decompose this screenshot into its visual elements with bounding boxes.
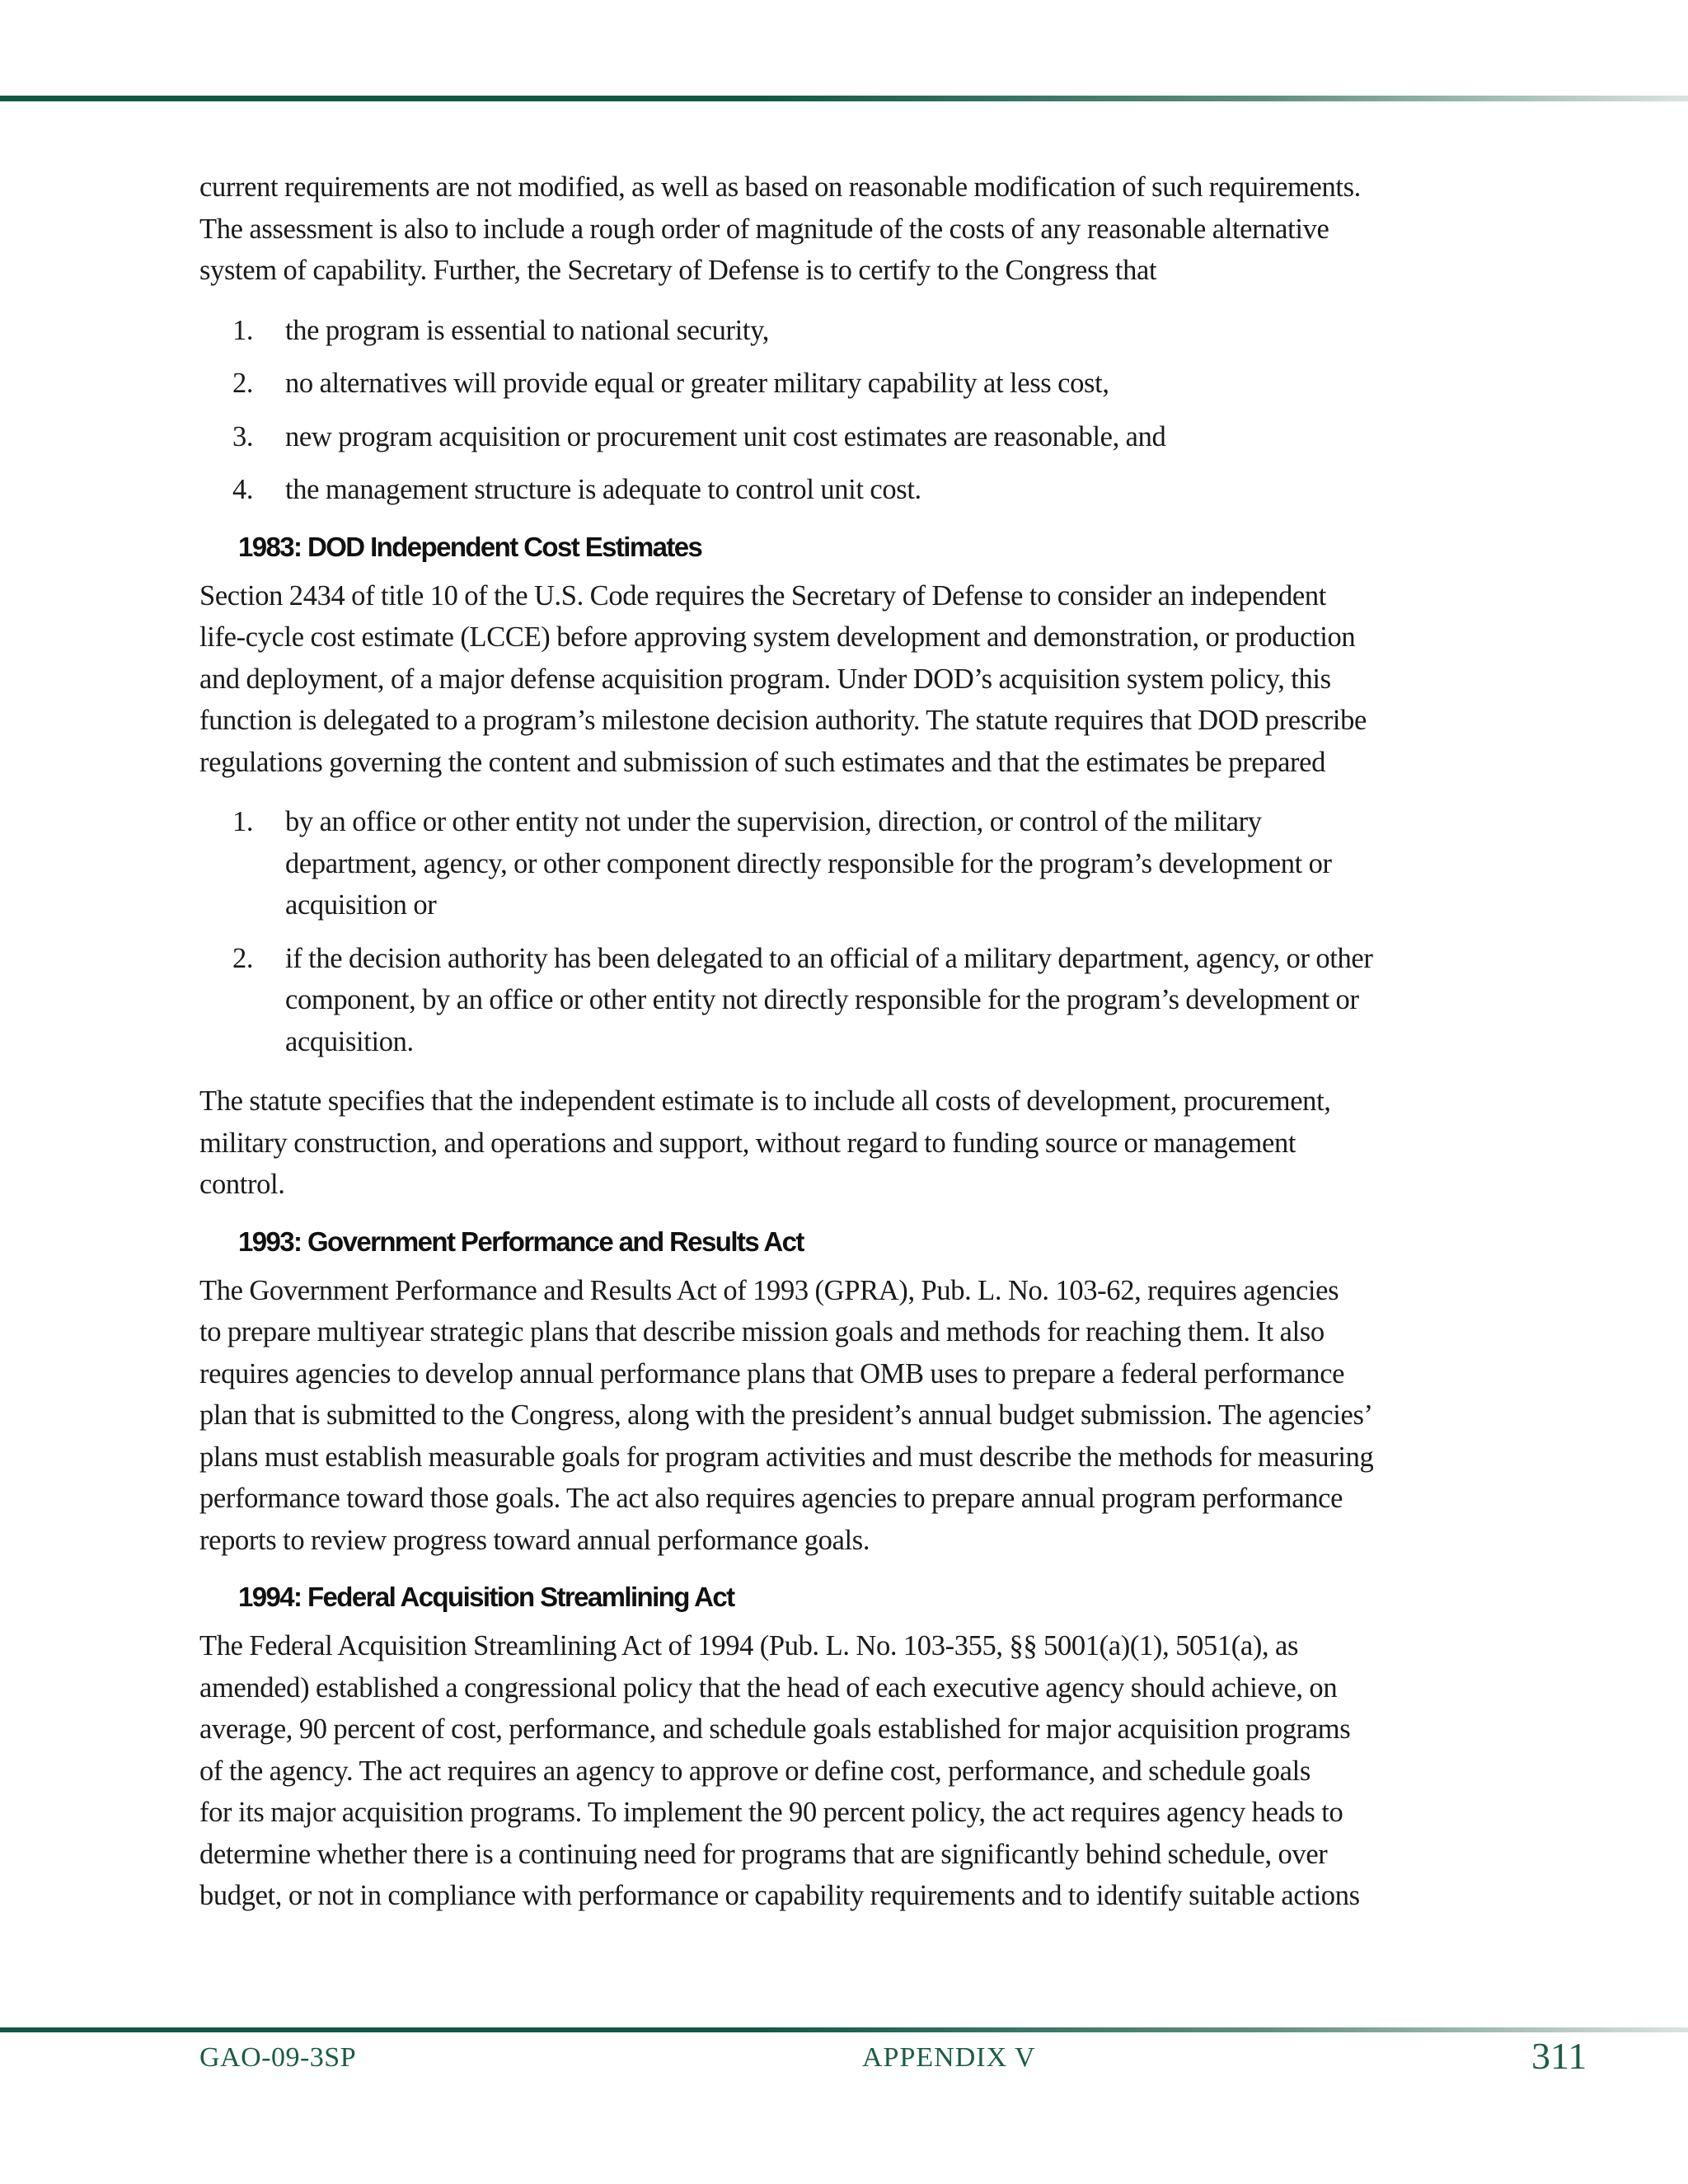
section-heading-1994: 1994: Federal Acquisition Streamlining Act <box>238 1582 734 1612</box>
text-line: The Government Performance and Results Act of 1993 (GPRA), Pub. L. No. 103-62, requires agencies <box>199 1274 1339 1306</box>
top-rule <box>0 96 1688 101</box>
list-item <box>199 363 1493 405</box>
text-line: no alternatives will provide equal or greater military capability at less cost, <box>285 368 1109 399</box>
text-line: Section 2434 of title 10 of the U.S. Code requires the Secretary of Defense to consider an independent <box>199 579 1327 612</box>
text-line: plans must establish measurable goals for program activities and must describe the methods for measuring <box>199 1441 1374 1473</box>
section-1994-paragraph <box>199 1625 1493 1917</box>
text-line: budget, or not in compliance with performance or capability requirements and to identify suitable actions <box>199 1880 1360 1911</box>
list-item <box>199 310 1493 352</box>
text-line: plan that is submitted to the Congress, along with the president’s annual budget submission. The agencies’ <box>199 1399 1373 1431</box>
text-line: The statute specifies that the independent estimate is to include all costs of development, procurement, <box>199 1085 1331 1117</box>
section-heading-1993: 1993: Government Performance and Results Act <box>238 1226 804 1257</box>
text-line: performance toward those goals. The act also requires agencies to prepare annual program performance <box>199 1483 1343 1514</box>
footer-report-number: GAO-09-3SP <box>199 2042 357 2073</box>
text-line: of the agency. The act requires an agency to approve or define cost, performance, and schedule goals <box>199 1755 1311 1787</box>
section-1983-list <box>199 801 1493 1062</box>
text-line: component, by an office or other entity not directly responsible for the program’s development or <box>285 984 1359 1015</box>
text-line: if the decision authority has been delegated to an official of a military department, agency, or other <box>285 942 1373 974</box>
list-number: 1. <box>232 314 254 346</box>
list-number: 4. <box>232 474 254 505</box>
section-1993-paragraph <box>199 1270 1493 1562</box>
page-body <box>199 166 1493 1935</box>
text-line: requires agencies to develop annual performance plans that OMB uses to prepare a federal performance <box>199 1357 1345 1390</box>
text-line: military construction, and operations and support, without regard to funding source or management <box>199 1127 1296 1159</box>
text-line: current requirements are not modified, as well as based on reasonable modification of such requirements. <box>199 171 1361 203</box>
text-line: acquisition or <box>285 889 437 921</box>
text-line: by an office or other entity not under the supervision, direction, or control of the military <box>285 806 1262 837</box>
text-line: function is delegated to a program’s milestone decision authority. The statute requires that DOD prescribe <box>199 705 1367 736</box>
text-line: and deployment, of a major defense acquisition program. Under DOD’s acquisition system policy, this <box>199 663 1331 695</box>
text-line: new program acquisition or procurement unit cost estimates are reasonable, and <box>285 420 1166 452</box>
section-heading-1983: 1983: DOD Independent Cost Estimates <box>238 531 702 562</box>
text-line: the program is essential to national security, <box>285 314 770 346</box>
list-item <box>199 938 1493 1063</box>
list-number: 3. <box>232 420 254 452</box>
footer-section: APPENDIX V <box>862 2042 1036 2073</box>
text-line: determine whether there is a continuing need for programs that are significantly behind schedule, over <box>199 1838 1328 1870</box>
list-item <box>199 469 1493 511</box>
text-line: for its major acquisition programs. To implement the 90 percent policy, the act requires agency heads to <box>199 1797 1343 1828</box>
section-1983-paragraph <box>199 575 1493 784</box>
certify-list <box>199 310 1493 511</box>
text-line: department, agency, or other component directly responsible for the program’s development or <box>285 847 1332 879</box>
text-line: life-cycle cost estimate (LCCE) before approving system development and demonstration, or production <box>199 621 1356 653</box>
text-line: the management structure is adequate to control unit cost. <box>285 474 921 505</box>
text-line: to prepare multiyear strategic plans that describe mission goals and methods for reaching them. It also <box>199 1316 1325 1347</box>
list-item <box>199 416 1493 458</box>
intro-paragraph <box>199 166 1493 292</box>
bottom-rule <box>0 2027 1688 2032</box>
text-line: The Federal Acquisition Streamlining Act of 1994 (Pub. L. No. 103-355, §§ 5001(a)(1), 5051(a), as <box>199 1630 1299 1661</box>
list-number: 2. <box>232 942 254 974</box>
text-line: acquisition. <box>285 1025 414 1057</box>
text-line: system of capability. Further, the Secretary of Defense is to certify to the Congress that <box>199 255 1157 286</box>
text-line: control. <box>199 1169 285 1200</box>
text-line: reports to review progress toward annual performance goals. <box>199 1524 870 1556</box>
list-number: 1. <box>232 806 254 837</box>
footer-page-number: 311 <box>1531 2035 1587 2077</box>
section-1983-closing <box>199 1080 1493 1206</box>
text-line: amended) established a congressional policy that the head of each executive agency should achieve, on <box>199 1671 1338 1704</box>
list-number: 2. <box>232 368 254 399</box>
text-line: average, 90 percent of cost, performance, and schedule goals established for major acquisition programs <box>199 1713 1351 1745</box>
text-line: The assessment is also to include a rough order of magnitude of the costs of any reasonable alternative <box>199 213 1329 245</box>
text-line: regulations governing the content and submission of such estimates and that the estimates be prepared <box>199 746 1326 778</box>
list-item <box>199 801 1493 926</box>
